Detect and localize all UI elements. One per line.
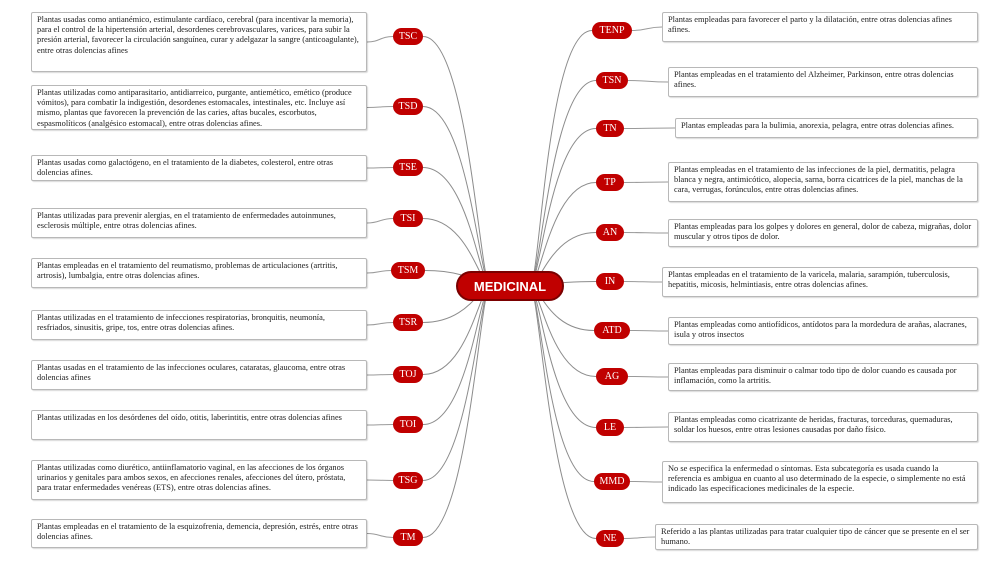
connector-tsd (423, 107, 490, 287)
link-tse (367, 168, 393, 169)
code-pill-ag: AG (596, 368, 628, 385)
description-box-tsd: Plantas utilizadas como antiparasitario, antidiarreico, purgante, antiemético, emético (produce vómitos), para combatir la indigestión, desordenes estomacales, intestinales, etc. Incluye así mismo, plantas que favorecen la prevención de las caries, aftas bucales, escorbutos, espasmolíticos (analgésico estomacal), entre otras dolencias afines. (31, 85, 367, 130)
code-pill-tm: TM (393, 529, 423, 546)
code-pill-tse: TSE (393, 159, 423, 176)
link-tn (624, 128, 675, 129)
link-toi (367, 425, 393, 426)
code-pill-tn: TN (596, 120, 624, 137)
code-pill-tsc: TSC (393, 28, 423, 45)
description-box-tse: Plantas usadas como galactógeno, en el tratamiento de la diabetes, colesterol, entre otras dolencias afines. (31, 155, 367, 181)
connector-ne (530, 286, 596, 539)
description-box-in: Plantas empleadas en el tratamiento de la varicela, malaria, sarampión, tuberculosis, hepatitis, micosis, helmintiasis, entre otras dolencias afines. (662, 267, 978, 297)
link-ag (628, 377, 668, 378)
description-box-tp: Plantas empleadas en el tratamiento de las infecciones de la piel, dermatitis, pelagra blanca y negra, antimicótico, alopecia, sarna, borra cicatrices de la piel, manchas de la cara, verrugas, forúnculos, entre otras dolencias afines. (668, 162, 978, 202)
description-box-tsg: Plantas utilizadas como diurético, antiinflamatorio vaginal, en las afecciones de los órganos urinarios y genitales para ambos sexos, en afecciones renales, afecciones del útero, próstata, para tratar enfermedades venéreas (ETS), entre otras dolencias afines. (31, 460, 367, 500)
code-pill-atd: ATD (594, 322, 630, 339)
link-in (624, 282, 662, 283)
code-pill-toi: TOI (393, 416, 423, 433)
code-pill-tsn: TSN (596, 72, 628, 89)
description-box-ag: Plantas empleadas para disminuir o calmar todo tipo de dolor cuando es causada por inflamación, como la artritis. (668, 363, 978, 391)
link-tenp (632, 27, 662, 31)
link-atd (630, 331, 668, 332)
link-tsc (367, 37, 393, 43)
connector-le (530, 286, 596, 428)
link-tsm (367, 271, 391, 274)
description-box-tn: Plantas empleadas para la bulimia, anorexia, pelagra, entre otras dolencias afines. (675, 118, 978, 138)
code-pill-ne: NE (596, 530, 624, 547)
link-mmd (630, 482, 662, 483)
link-tsi (367, 219, 393, 224)
link-ne (624, 537, 655, 539)
description-box-tenp: Plantas empleadas para favorecer el parto y la dilatación, entre otras dolencias afines afines. (662, 12, 978, 42)
description-box-toi: Plantas utilizadas en los desórdenes del oído, otitis, laberintitis, entre otras dolencias afines (31, 410, 367, 440)
link-tsr (367, 323, 393, 326)
code-pill-tsd: TSD (393, 98, 423, 115)
code-pill-le: LE (596, 419, 624, 436)
description-box-tsm: Plantas empleadas en el tratamiento del reumatismo, problemas de articulaciones (artritis, artrosis), lumbalgia, entre otras dolencias afines. (31, 258, 367, 288)
link-toj (367, 375, 393, 376)
description-box-toj: Plantas usadas en el tratamiento de las infecciones oculares, cataratas, glaucoma, entre otras dolencias afines (31, 360, 367, 390)
code-pill-tsm: TSM (391, 262, 425, 279)
description-box-tsi: Plantas utilizadas para prevenir alergias, en el tratamiento de enfermedades autoinmunes, esclerosis múltiple, entre otras dolencias afines. (31, 208, 367, 238)
description-box-tm: Plantas empleadas en el tratamiento de la esquizofrenia, demencia, depresión, estrés, entre otras dolencias afines. (31, 519, 367, 548)
link-le (624, 427, 668, 428)
code-pill-in: IN (596, 273, 624, 290)
description-box-le: Plantas empleadas como cicatrizante de heridas, fracturas, torceduras, quemaduras, soldar los huesos, entre otras lesiones causadas por daño físico. (668, 412, 978, 442)
center-node-medicinal: MEDICINAL (456, 271, 564, 301)
description-box-tsn: Plantas empleadas en el tratamiento del Alzheimer, Parkinson, entre otras dolencias afines. (668, 67, 978, 97)
code-pill-tsg: TSG (393, 472, 423, 489)
connector-tn (530, 129, 596, 287)
code-pill-mmd: MMD (594, 473, 630, 490)
description-box-mmd: No se especifica la enfermedad o síntomas. Esta subcategoría es usada cuando la referencia es ambigua en cuanto al uso determinado de la especie, o simplemente no está indicado las especificaciones medicinales de la especie. (662, 461, 978, 503)
code-pill-tenp: TENP (592, 22, 632, 39)
code-pill-tsi: TSI (393, 210, 423, 227)
code-pill-an: AN (596, 224, 624, 241)
connector-toi (423, 286, 490, 425)
description-box-atd: Plantas empleadas como antiofídicos, antídotos para la mordedura de arañas, alacranes, isula y otros insectos (668, 317, 978, 345)
code-pill-tsr: TSR (393, 314, 423, 331)
connector-tse (423, 168, 490, 287)
code-pill-toj: TOJ (393, 366, 423, 383)
description-box-tsc: Plantas usadas como antianémico, estimulante cardíaco, cerebral (para incentivar la memoria), para el control de la hipertensión arterial, desordenes cerebrovasculares, varices, para subir la presión arterial, favorecer la circulación sanguínea, curar y adelgazar la sangre (anticoagulante), entre otras dolencias afines (31, 12, 367, 72)
link-tp (624, 182, 668, 183)
link-tsg (367, 480, 393, 481)
description-box-ne: Referido a las plantas utilizadas para tratar cualquier tipo de cáncer que se presente en el ser humano. (655, 524, 978, 550)
link-an (624, 233, 668, 234)
link-tsd (367, 107, 393, 108)
link-tm (367, 534, 393, 538)
description-box-tsr: Plantas utilizadas en el tratamiento de infecciones respiratorias, bronquitis, neumonía, resfriados, sinusitis, gripe, tos, entre otras dolencias afines. (31, 310, 367, 340)
link-tsn (628, 81, 668, 83)
code-pill-tp: TP (596, 174, 624, 191)
description-box-an: Plantas empleadas para los golpes y dolores en general, dolor de cabeza, migrañas, dolor muscular y otros tipos de dolor. (668, 219, 978, 247)
